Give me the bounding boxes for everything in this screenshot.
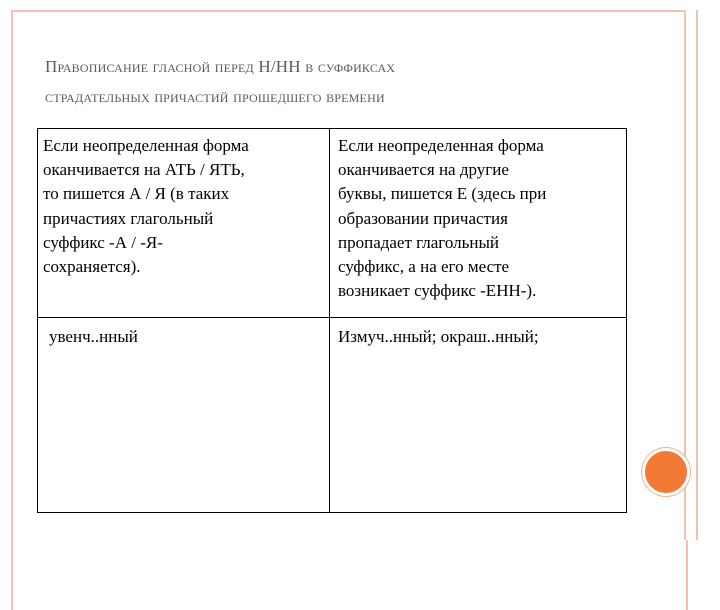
rule-line: сохраняется).	[43, 257, 141, 277]
decorative-orange-circle	[642, 448, 690, 496]
rule-line: суффикс, а на его месте	[338, 257, 510, 277]
rule-line: буквы, пишется Е (здесь при	[338, 184, 547, 204]
rule-cell-other-letters	[338, 134, 546, 303]
example-cell-right	[338, 325, 539, 349]
table-row-divider	[37, 317, 627, 318]
rule-line: оканчивается на другие	[338, 160, 509, 180]
rule-line: образовании причастия	[338, 208, 508, 228]
rule-cell-at-yat	[43, 134, 249, 279]
rule-line: возникает суффикс -ЕНН-).	[338, 281, 537, 301]
slide-title-line-1: Правописание гласной перед Н/НН в суффиксах	[45, 57, 396, 76]
example-text: увенч..нный	[49, 327, 138, 346]
rule-line: суффикс -А / -Я-	[43, 232, 163, 252]
table-column-divider	[329, 128, 330, 513]
rule-line: Если неопределенная форма	[338, 136, 544, 155]
slide-title	[45, 52, 665, 112]
rule-line: то пишется А / Я (в таких	[43, 184, 230, 204]
slide-title-line-2: страдательных причастий прошедшего времени	[45, 87, 385, 106]
example-cell-left	[49, 325, 138, 349]
rule-line: пропадает глагольный	[338, 232, 499, 252]
example-text: Измуч..нный; окраш..нный;	[338, 327, 539, 346]
rule-line: причастиях глагольный	[43, 208, 214, 228]
rule-line: Если неопределенная форма	[43, 136, 249, 155]
rule-line: оканчивается на АТЬ / ЯТЬ,	[43, 160, 245, 180]
